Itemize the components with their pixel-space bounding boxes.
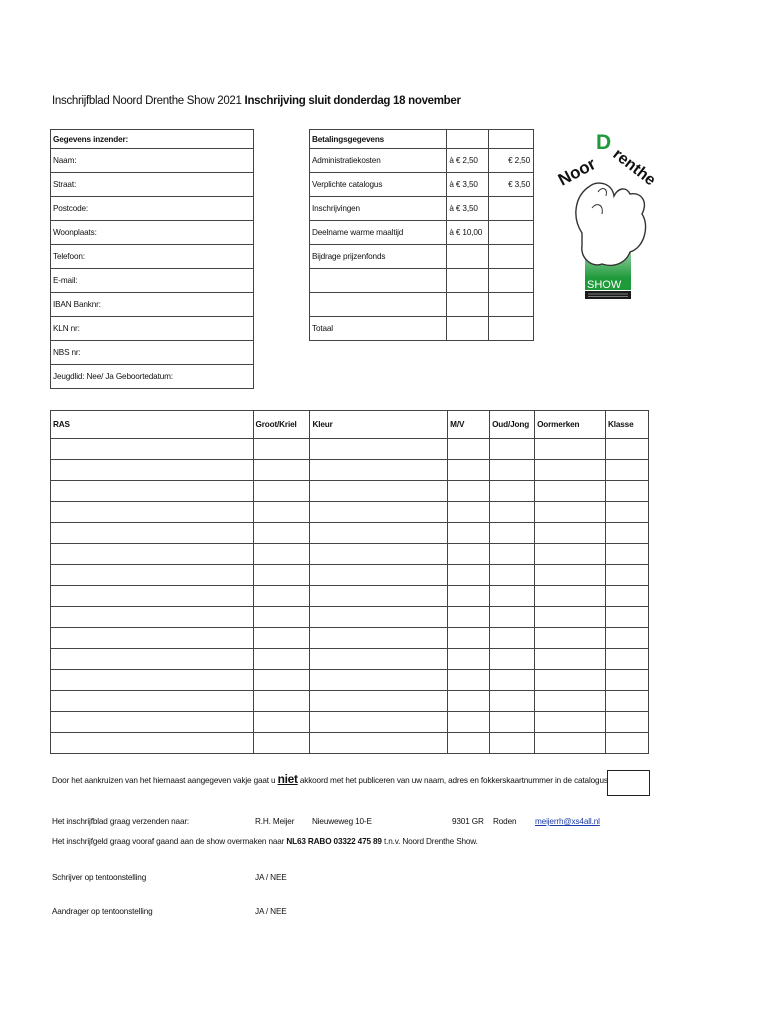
sender-field-4[interactable]: Telefoon: <box>51 245 254 269</box>
payment-price <box>447 245 489 269</box>
animals-cell[interactable] <box>51 670 254 691</box>
table-row <box>51 544 649 565</box>
animals-cell[interactable] <box>605 523 648 544</box>
animals-cell[interactable] <box>253 649 310 670</box>
payment-label: Inschrijvingen <box>310 197 447 221</box>
animals-cell[interactable] <box>535 481 606 502</box>
sender-field-5[interactable]: E-mail: <box>51 269 254 293</box>
animals-cell[interactable] <box>448 460 490 481</box>
animals-cell[interactable] <box>253 670 310 691</box>
animals-cell[interactable] <box>51 607 254 628</box>
payment-header-price <box>447 130 489 149</box>
animals-cell[interactable] <box>253 460 310 481</box>
animals-cell[interactable] <box>490 544 535 565</box>
payment-row <box>310 317 534 341</box>
animals-cell[interactable] <box>448 523 490 544</box>
animals-cell[interactable] <box>605 733 648 754</box>
payment-price: à € 10,00 <box>447 221 489 245</box>
animals-cell[interactable] <box>535 439 606 460</box>
animals-cell[interactable] <box>310 712 448 733</box>
payment-row <box>310 269 534 293</box>
payment-total[interactable] <box>489 293 534 317</box>
table-row <box>51 733 649 754</box>
animals-cell[interactable] <box>535 544 606 565</box>
animals-col-3: M/V <box>448 411 490 439</box>
payment-total[interactable] <box>489 197 534 221</box>
payment-label: Verplichte catalogus <box>310 173 447 197</box>
consent-line <box>52 772 608 786</box>
transfer-account: NL63 RABO 03322 475 89 <box>286 837 382 846</box>
logo-letter-d: D <box>596 131 612 154</box>
animals-cell[interactable] <box>448 670 490 691</box>
animals-cell[interactable] <box>310 691 448 712</box>
animals-cell[interactable] <box>310 481 448 502</box>
animals-cell[interactable] <box>253 481 310 502</box>
animals-cell[interactable] <box>490 670 535 691</box>
animals-cell[interactable] <box>490 628 535 649</box>
sender-field-2[interactable]: Postcode: <box>51 197 254 221</box>
sender-field-9[interactable]: Jeugdlid: Nee/ Ja Geboortedatum: <box>51 365 254 389</box>
payment-price: à € 2,50 <box>447 149 489 173</box>
table-row <box>51 628 649 649</box>
animals-cell[interactable] <box>490 502 535 523</box>
animals-cell[interactable] <box>253 628 310 649</box>
logo-word-noor: Noor <box>554 154 599 190</box>
animals-cell[interactable] <box>490 565 535 586</box>
animals-cell[interactable] <box>310 649 448 670</box>
animals-cell[interactable] <box>253 586 310 607</box>
animals-cell[interactable] <box>310 523 448 544</box>
animals-cell[interactable] <box>490 439 535 460</box>
animals-cell[interactable] <box>605 670 648 691</box>
animals-cell[interactable] <box>51 481 254 502</box>
animals-cell[interactable] <box>605 481 648 502</box>
animals-cell[interactable] <box>448 628 490 649</box>
consent-text-before: Door het aankruizen van het hiernaast aangegeven vakje gaat u <box>52 776 276 785</box>
animals-cell[interactable] <box>490 691 535 712</box>
animals-col-6: Klasse <box>605 411 648 439</box>
payment-header-total <box>489 130 534 149</box>
payment-price <box>447 293 489 317</box>
rooster-icon <box>576 183 646 265</box>
animals-cell[interactable] <box>605 565 648 586</box>
sender-field-8[interactable]: NBS nr: <box>51 341 254 365</box>
animals-cell[interactable] <box>51 502 254 523</box>
sender-field-7[interactable]: KLN nr: <box>51 317 254 341</box>
animals-cell[interactable] <box>490 712 535 733</box>
table-row <box>51 712 649 733</box>
send-label: Het inschrijfblad graag verzenden naar: <box>52 817 190 826</box>
animals-cell[interactable] <box>605 544 648 565</box>
table-row <box>51 502 649 523</box>
animals-cell[interactable] <box>51 544 254 565</box>
animals-cell[interactable] <box>605 691 648 712</box>
payment-total[interactable]: € 2,50 <box>489 149 534 173</box>
animals-col-0: RAS <box>51 411 254 439</box>
payment-price <box>447 269 489 293</box>
animals-cell[interactable] <box>253 544 310 565</box>
table-row <box>51 460 649 481</box>
animals-cell[interactable] <box>535 628 606 649</box>
animals-cell[interactable] <box>51 649 254 670</box>
animals-cell[interactable] <box>605 460 648 481</box>
sender-field-6[interactable]: IBAN Banknr: <box>51 293 254 317</box>
table-row <box>51 565 649 586</box>
animals-cell[interactable] <box>490 733 535 754</box>
animals-cell[interactable] <box>605 712 648 733</box>
payment-row <box>310 149 534 173</box>
supplier-value[interactable]: JA / NEE <box>255 907 287 916</box>
animals-cell[interactable] <box>51 565 254 586</box>
animals-cell[interactable] <box>535 565 606 586</box>
animals-cell[interactable] <box>51 712 254 733</box>
animals-cell[interactable] <box>490 607 535 628</box>
animals-col-1: Groot/Kriel <box>253 411 310 439</box>
table-row <box>51 586 649 607</box>
animals-cell[interactable] <box>605 502 648 523</box>
animals-cell[interactable] <box>535 712 606 733</box>
title-deadline: Inschrijving sluit donderdag 18 november <box>244 95 461 107</box>
send-name: R.H. Meijer <box>255 817 295 826</box>
table-row <box>51 523 649 544</box>
animals-cell[interactable] <box>310 502 448 523</box>
sender-table <box>50 129 254 389</box>
payment-label <box>310 269 447 293</box>
animals-cell[interactable] <box>535 502 606 523</box>
animals-cell[interactable] <box>51 628 254 649</box>
payment-total[interactable] <box>489 221 534 245</box>
animals-cell[interactable] <box>605 628 648 649</box>
animals-cell[interactable] <box>490 649 535 670</box>
title-text: Inschrijfblad Noord Drenthe Show 2021 <box>52 95 242 107</box>
animals-cell[interactable] <box>310 544 448 565</box>
animals-cell[interactable] <box>253 691 310 712</box>
send-postcode: 9301 GR <box>452 817 484 826</box>
payment-label: Bijdrage prijzenfonds <box>310 245 447 269</box>
animals-cell[interactable] <box>253 712 310 733</box>
sender-field-1[interactable]: Straat: <box>51 173 254 197</box>
animals-cell[interactable] <box>605 649 648 670</box>
table-row <box>51 691 649 712</box>
animals-cell[interactable] <box>490 523 535 544</box>
animals-cell[interactable] <box>310 670 448 691</box>
animals-cell[interactable] <box>253 733 310 754</box>
animals-cell[interactable] <box>310 733 448 754</box>
writer-value[interactable]: JA / NEE <box>255 873 287 882</box>
payment-label: Administratiekosten <box>310 149 447 173</box>
table-row <box>51 439 649 460</box>
animals-cell[interactable] <box>605 439 648 460</box>
animals-cell[interactable] <box>448 607 490 628</box>
animals-cell[interactable] <box>51 439 254 460</box>
logo-show-text: SHOW <box>587 279 622 291</box>
animals-cell[interactable] <box>490 586 535 607</box>
animals-cell[interactable] <box>310 586 448 607</box>
animals-cell[interactable] <box>605 607 648 628</box>
animals-cell[interactable] <box>535 649 606 670</box>
table-row <box>51 649 649 670</box>
table-row <box>51 481 649 502</box>
sender-field-0[interactable]: Naam: <box>51 149 254 173</box>
animals-cell[interactable] <box>51 523 254 544</box>
payment-price: à € 3,50 <box>447 197 489 221</box>
payment-total[interactable] <box>489 317 534 341</box>
animals-cell[interactable] <box>253 502 310 523</box>
animals-cell[interactable] <box>448 691 490 712</box>
animals-cell[interactable] <box>310 607 448 628</box>
payment-total[interactable]: € 3,50 <box>489 173 534 197</box>
animals-cell[interactable] <box>535 733 606 754</box>
animals-cell[interactable] <box>51 586 254 607</box>
transfer-text-after: t.n.v. Noord Drenthe Show. <box>383 837 478 846</box>
animals-cell[interactable] <box>605 586 648 607</box>
send-email-link[interactable]: meijerrh@xs4all.nl <box>535 817 600 826</box>
animals-cell[interactable] <box>535 607 606 628</box>
animals-col-4: Oud/Jong <box>490 411 535 439</box>
animals-cell[interactable] <box>51 733 254 754</box>
consent-text-after: akkoord met het publiceren van uw naam, adres en fokkerskaartnummer in de catalogus <box>299 776 608 785</box>
animals-cell[interactable] <box>448 586 490 607</box>
animals-cell[interactable] <box>51 460 254 481</box>
animals-cell[interactable] <box>51 691 254 712</box>
animals-cell[interactable] <box>448 481 490 502</box>
animals-cell[interactable] <box>535 670 606 691</box>
consent-niet: niet <box>277 772 298 786</box>
animals-col-5: Oormerken <box>535 411 606 439</box>
payment-row <box>310 197 534 221</box>
payment-row <box>310 245 534 269</box>
send-street: Nieuweweg 10-E <box>312 817 372 826</box>
animals-cell[interactable] <box>535 691 606 712</box>
animals-cell[interactable] <box>310 628 448 649</box>
payment-row <box>310 293 534 317</box>
payment-table <box>309 129 534 341</box>
animals-table <box>50 410 649 754</box>
table-row <box>51 607 649 628</box>
animals-cell[interactable] <box>253 439 310 460</box>
animals-cell[interactable] <box>448 712 490 733</box>
animals-cell[interactable] <box>448 502 490 523</box>
table-row <box>51 670 649 691</box>
consent-checkbox[interactable] <box>607 770 650 796</box>
animals-cell[interactable] <box>310 565 448 586</box>
animals-cell[interactable] <box>310 439 448 460</box>
sender-field-3[interactable]: Woonplaats: <box>51 221 254 245</box>
payment-row <box>310 173 534 197</box>
animals-cell[interactable] <box>490 460 535 481</box>
animals-cell[interactable] <box>490 481 535 502</box>
animals-cell[interactable] <box>448 439 490 460</box>
logo-word-renthe: renthe <box>609 145 659 190</box>
transfer-text-before: Het inschrijfgeld graag vooraf gaand aan de show overmaken naar <box>52 837 285 846</box>
animals-cell[interactable] <box>310 460 448 481</box>
animals-cell[interactable] <box>253 523 310 544</box>
animals-cell[interactable] <box>535 460 606 481</box>
payment-price <box>447 317 489 341</box>
writer-label: Schrijver op tentoonstelling <box>52 873 147 882</box>
transfer-line <box>52 837 478 846</box>
payment-header: Betalingsgegevens <box>310 130 447 149</box>
payment-price: à € 3,50 <box>447 173 489 197</box>
send-city: Roden <box>493 817 517 826</box>
animals-cell[interactable] <box>253 607 310 628</box>
animals-cell[interactable] <box>448 649 490 670</box>
animals-cell[interactable] <box>253 565 310 586</box>
animals-cell[interactable] <box>448 565 490 586</box>
payment-label: Deelname warme maaltijd <box>310 221 447 245</box>
page-title <box>52 95 461 107</box>
animals-col-2: Kleur <box>310 411 448 439</box>
supplier-label: Aandrager op tentoonstelling <box>52 907 153 916</box>
payment-label: Totaal <box>310 317 447 341</box>
payment-row <box>310 221 534 245</box>
payment-total[interactable] <box>489 245 534 269</box>
payment-total[interactable] <box>489 269 534 293</box>
animals-cell[interactable] <box>535 523 606 544</box>
sender-header: Gegevens inzender: <box>51 130 254 149</box>
animals-cell[interactable] <box>448 733 490 754</box>
noord-drenthe-show-logo <box>552 128 668 308</box>
animals-cell[interactable] <box>535 586 606 607</box>
payment-label <box>310 293 447 317</box>
animals-cell[interactable] <box>448 544 490 565</box>
